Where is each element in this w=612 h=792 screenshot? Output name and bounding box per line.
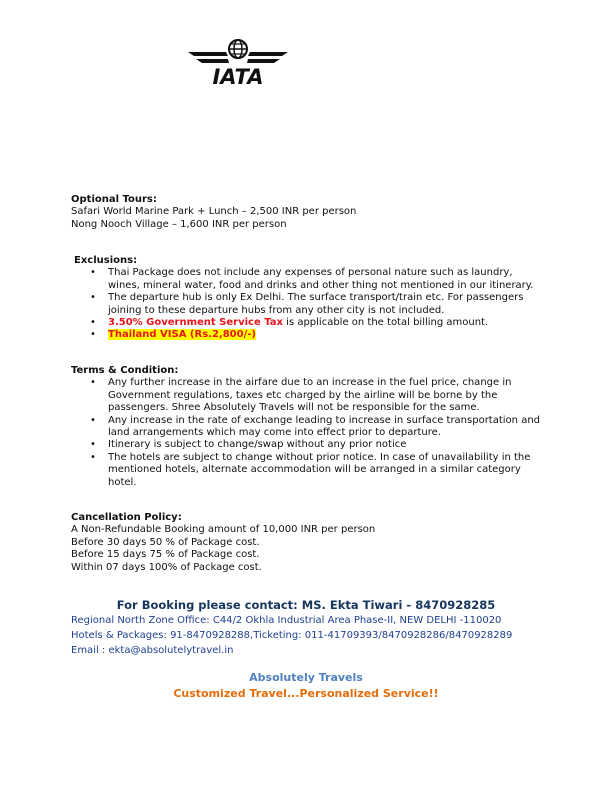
- list-item: [71, 329, 541, 341]
- tagline: Customized Travel...Personalized Service!!: [173, 687, 439, 700]
- terms-section: [71, 365, 541, 489]
- company-name: Absolutely Travels: [249, 671, 363, 684]
- terms-list: [71, 377, 541, 489]
- list-item: [71, 317, 541, 329]
- optional-tour-line: Nong Nooch Village – 1,600 INR per person: [71, 218, 287, 230]
- exclusions-heading: Exclusions:: [74, 255, 138, 266]
- terms-heading: Terms & Condition:: [71, 365, 179, 376]
- list-item: • The hotels are subject to change without prior notice. In case of unavailability in the mentioned hotels, alternate accommodation will be arranged in a similar category hotel.: [71, 452, 541, 489]
- list-item: • The departure hub is only Ex Delhi. The surface transport/train etc. For passengers joining to these departure hubs from any other city is not included.: [71, 292, 541, 317]
- iata-logo: [188, 38, 288, 88]
- email-line[interactable]: Email : ekta@absolutelytravel.in: [71, 645, 234, 656]
- optional-tours-section: [71, 194, 356, 231]
- logo-text: IATA: [212, 65, 264, 88]
- optional-tour-line: Safari World Marine Park + Lunch – 2,500 INR per person: [71, 206, 357, 218]
- list-item: • Itinerary is subject to change/swap without any prior notice: [71, 439, 541, 451]
- visa-highlight: Thailand VISA (Rs.2,800/-): [108, 329, 256, 341]
- cancellation-line: Before 15 days 75 % of Package cost.: [71, 549, 260, 561]
- cancellation-heading: Cancellation Policy:: [71, 512, 182, 523]
- tax-rest: is applicable on the total billing amount.: [282, 317, 489, 329]
- phone-numbers: Hotels & Packages: 91-8470928288,Ticketing: 011-41709393/8470928286/8470928289: [71, 630, 513, 641]
- optional-tours-heading: Optional Tours:: [71, 194, 157, 205]
- list-item: • Thai Package does not include any expenses of personal nature such as laundry, wines, mineral water, food and drinks and other thing not mentioned in our itinerary.: [71, 267, 541, 292]
- cancellation-section: [71, 512, 375, 574]
- tax-highlight: 3.50% Government Service Tax: [108, 317, 283, 329]
- list-item: • Any further increase in the airfare due to an increase in the fuel price, change in Government regulations, taxes etc charged by the airline will be borne by the passengers. Shree Absolutely Travels will not be responsible for the same.: [71, 377, 541, 414]
- contact-details: [71, 613, 512, 658]
- booking-contact-title: For Booking please contact: MS. Ekta Tiwari - 8470928285: [116, 598, 496, 612]
- cancellation-line: Before 30 days 50 % of Package cost.: [71, 536, 260, 548]
- globe-icon: [229, 40, 247, 58]
- exclusions-section: [71, 255, 541, 342]
- cancellation-line: Within 07 days 100% of Package cost.: [71, 561, 262, 573]
- exclusions-list: [71, 267, 541, 341]
- cancellation-line: A Non-Refundable Booking amount of 10,000 INR per person: [71, 524, 376, 536]
- office-address: Regional North Zone Office: C44/2 Okhla Industrial Area Phase-II, NEW DELHI -110020: [71, 615, 502, 626]
- list-item: • Any increase in the rate of exchange leading to increase in surface transportation and land arrangements which may come into effect prior to departure.: [71, 415, 541, 440]
